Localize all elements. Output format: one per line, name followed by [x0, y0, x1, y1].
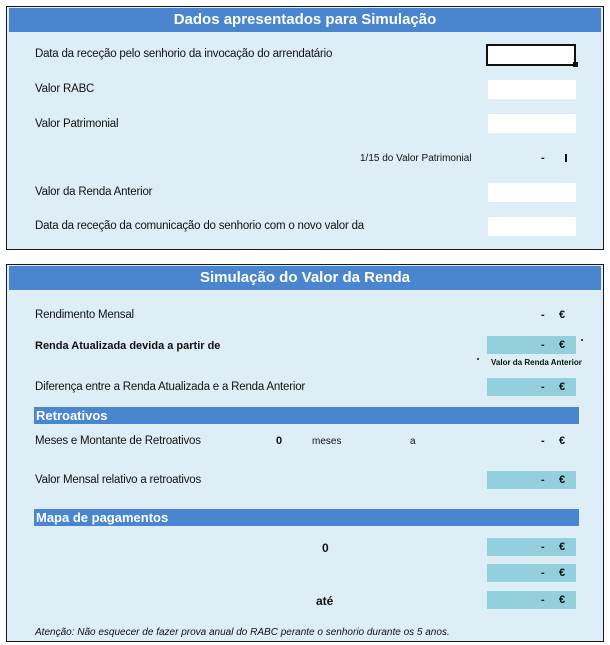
label-rendimento-mensal: Rendimento Mensal — [35, 309, 134, 321]
label-data-rececao-comunicacao: Data da receção da comunicação do senhorio com o novo valor da — [35, 220, 364, 232]
mapa-value-1 — [487, 538, 576, 556]
value-montante-retroativos: - — [541, 435, 545, 447]
mapa-value-2 — [487, 564, 576, 582]
comment-indicator-icon — [581, 339, 583, 341]
value-renda-atualizada — [487, 336, 576, 354]
value-dash: - — [541, 541, 545, 553]
currency-rendimento-mensal: € — [559, 309, 566, 321]
label-data-rececao-invocacao: Data da receção pelo senhorio da invocação do arrendatário — [35, 48, 333, 60]
currency-symbol: € — [559, 339, 566, 351]
value-dash: - — [541, 381, 545, 393]
cell-cursor-mark — [565, 154, 567, 162]
fill-handle-icon[interactable] — [573, 62, 578, 67]
currency-montante-retroativos: € — [559, 435, 566, 447]
section-mapa-pagamentos: Mapa de pagamentos — [34, 509, 579, 526]
currency-symbol: € — [559, 594, 566, 606]
simulation-input-panel — [6, 6, 604, 250]
attention-note: Atenção: Não esquecer de fazer prova anual do RABC perante o senhorio durante os 5 anos. — [35, 627, 450, 638]
label-valor-rabc: Valor RABC — [35, 83, 95, 95]
value-dash: - — [541, 567, 545, 579]
label-renda-anterior: Valor da Renda Anterior — [35, 186, 153, 198]
label-a: a — [410, 436, 416, 447]
date-input-invocacao[interactable] — [486, 44, 576, 66]
currency-symbol: € — [559, 381, 566, 393]
value-um-quinze: - — [541, 152, 545, 164]
label-diferenca: Diferença entre a Renda Atualizada e a Renda Anterior — [35, 381, 306, 393]
value-rendimento-mensal: - — [541, 309, 545, 321]
value-diferenca — [487, 378, 576, 396]
value-dash: - — [541, 339, 545, 351]
label-renda-atualizada: Renda Atualizada devida a partir de — [35, 340, 221, 352]
label-um-quinze: 1/15 do Valor Patrimonial — [360, 153, 472, 164]
value-dash: - — [541, 594, 545, 606]
label-valor-patrimonial: Valor Patrimonial — [35, 118, 119, 130]
simulation-result-panel — [6, 264, 604, 642]
label-meses: meses — [312, 436, 342, 447]
label-meses-montante: Meses e Montante de Retroativos — [35, 435, 201, 447]
section-retroativos: Retroativos — [34, 407, 579, 424]
currency-symbol: € — [559, 567, 566, 579]
input-data-comunicacao[interactable] — [488, 217, 576, 236]
mapa-start-month: 0 — [322, 541, 329, 555]
label-valor-mensal-retro: Valor Mensal relativo a retroativos — [35, 474, 201, 486]
mapa-ate-label: até — [316, 594, 334, 608]
mapa-value-3 — [487, 591, 576, 609]
comment-indicator-icon — [477, 358, 479, 360]
value-mensal-retro — [487, 471, 576, 489]
currency-symbol: € — [559, 541, 566, 553]
value-meses-count: 0 — [276, 435, 283, 447]
input-renda-anterior[interactable] — [488, 183, 576, 202]
value-dash: - — [541, 474, 545, 486]
input-valor-rabc[interactable] — [488, 80, 576, 99]
note-valor-renda-anterior: Valor da Renda Anterior — [491, 358, 582, 367]
panel-title: Simulação do Valor da Renda — [9, 266, 601, 290]
currency-symbol: € — [559, 474, 566, 486]
panel-title: Dados apresentados para Simulação — [9, 8, 601, 32]
input-valor-patrimonial[interactable] — [488, 114, 576, 133]
